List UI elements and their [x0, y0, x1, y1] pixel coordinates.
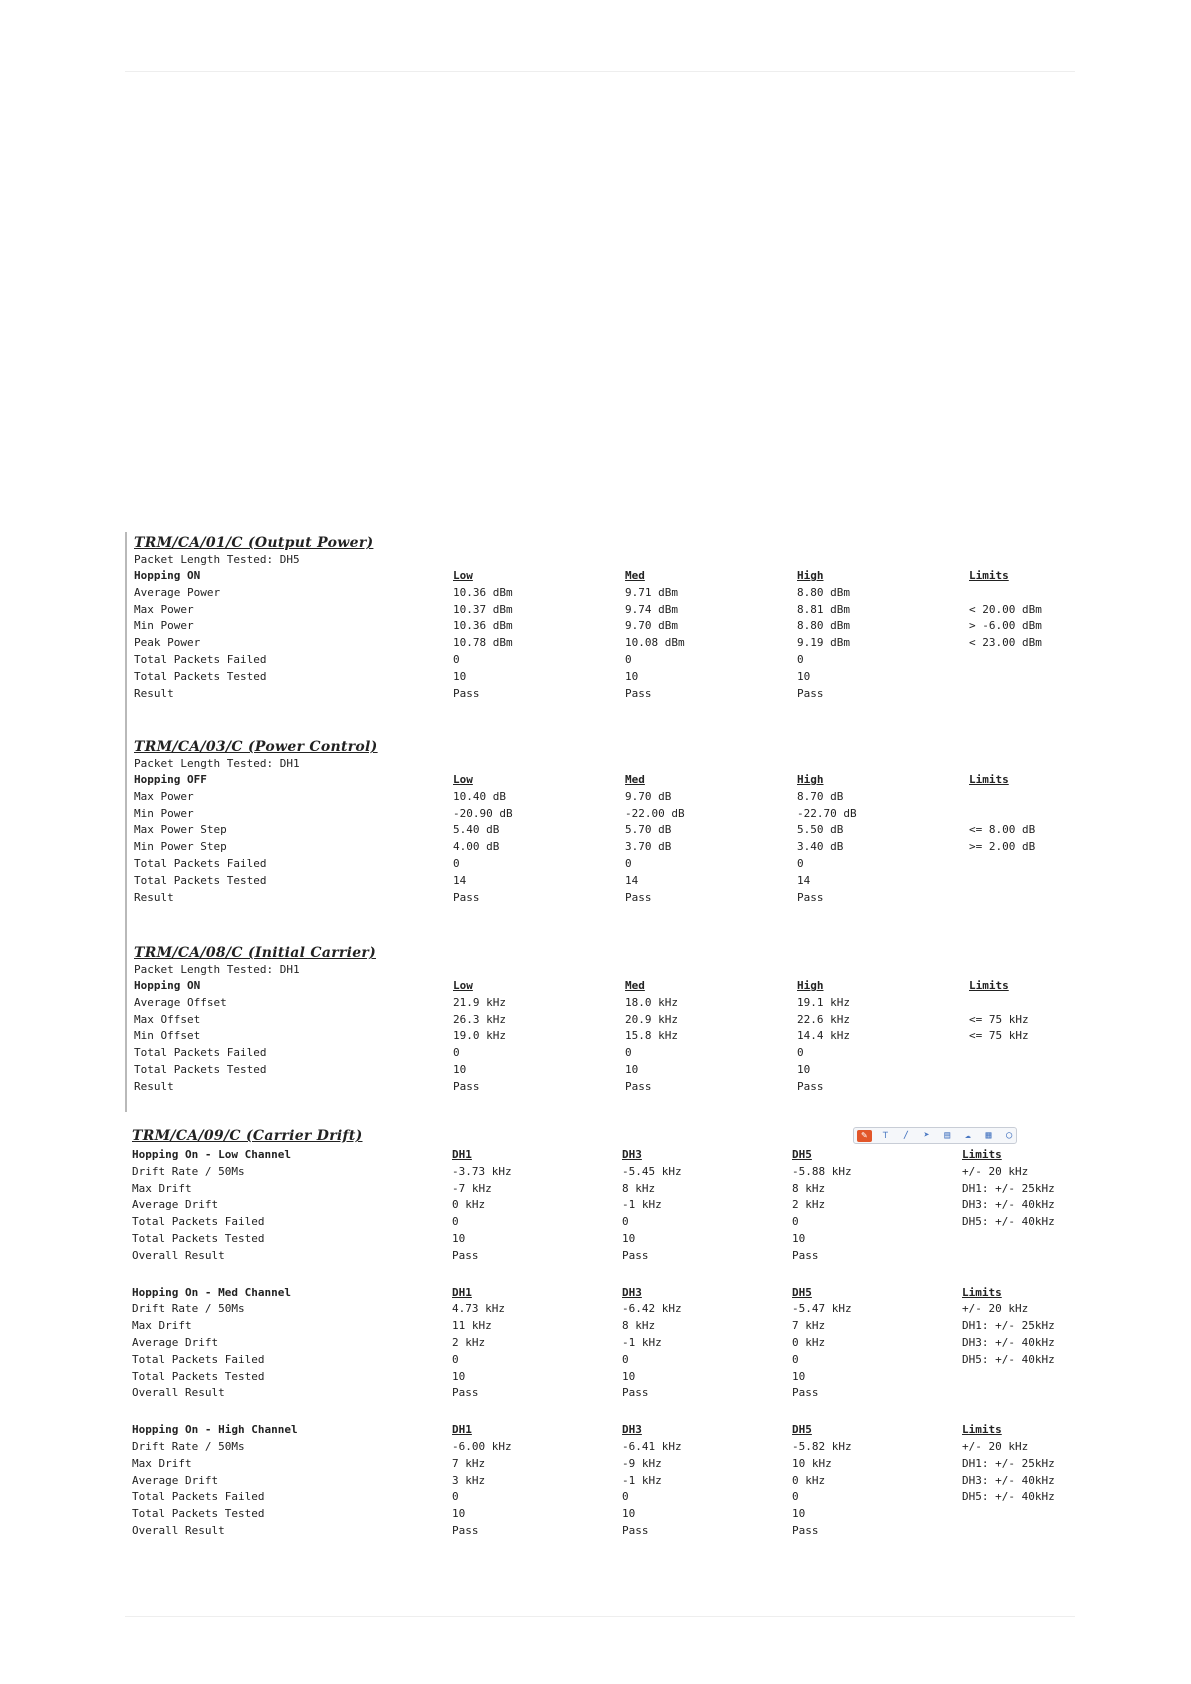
drift-table-med	[132, 1285, 1087, 1403]
table-cell: 4.73 kHz	[452, 1302, 505, 1316]
table-cell: 26.3 kHz	[453, 1012, 506, 1026]
table-cell	[969, 1062, 1089, 1079]
table-cell: 0	[622, 1215, 629, 1229]
row-label: Min Offset	[134, 1029, 201, 1043]
row-label: Max Power	[134, 602, 194, 616]
table-cell: 10	[622, 1507, 636, 1521]
table-cell: 0	[622, 1490, 629, 1504]
table-cell: 0	[452, 1352, 459, 1366]
column-header: Med	[625, 773, 645, 786]
column-header: DH1	[452, 1423, 472, 1437]
table-cell: 5.40 dB	[453, 823, 500, 837]
table-cell: -3.73 kHz	[452, 1164, 512, 1178]
row-label: Total Packets Failed	[132, 1490, 265, 1504]
table-cell	[969, 789, 1089, 806]
row-label: Overall Result	[132, 1523, 225, 1537]
table-cell: +/- 20 kHz	[962, 1439, 1029, 1453]
table-cell: DH1: +/- 25kHz	[962, 1181, 1055, 1195]
table-cell: 9.71 dBm	[625, 585, 678, 599]
table-cell: 8.81 dBm	[797, 602, 850, 616]
table-cell: DH1: +/- 25kHz	[962, 1456, 1055, 1470]
row-label: Total Packets Tested	[134, 669, 267, 683]
table-row	[132, 1214, 1087, 1231]
image-icon[interactable]: ▤	[944, 1130, 951, 1141]
header-label: Hopping ON	[134, 569, 201, 582]
table-cell: 0	[797, 652, 804, 666]
table-cell	[969, 995, 1089, 1012]
column-header: DH5	[792, 1423, 812, 1437]
column-header: DH1	[452, 1285, 472, 1299]
table-cell: 10.40 dB	[453, 789, 506, 803]
section-carrier-drift	[132, 1127, 1092, 1540]
table-row	[134, 652, 1089, 669]
table-row	[132, 1181, 1087, 1198]
bottom-divider	[125, 1616, 1075, 1617]
table-cell: 0	[797, 1046, 804, 1060]
results-table	[134, 772, 1089, 906]
table-cell: 5.70 dB	[625, 823, 672, 837]
row-label: Average Drift	[132, 1335, 219, 1349]
row-label: Drift Rate / 50Ms	[132, 1302, 245, 1316]
table-cell: Pass	[453, 1079, 480, 1093]
table-cell: 0 kHz	[452, 1198, 486, 1212]
table-cell: 10	[797, 1062, 811, 1076]
row-label: Result	[134, 686, 174, 700]
table-cell: -6.41 kHz	[622, 1439, 682, 1453]
table-row	[132, 1197, 1087, 1214]
table-cell	[962, 1506, 1087, 1523]
drift-table-high	[132, 1422, 1087, 1540]
table-cell: 10	[622, 1369, 636, 1383]
table-cell: 18.0 kHz	[625, 995, 678, 1009]
table-cell	[962, 1385, 1087, 1402]
left-margin-bar	[125, 532, 127, 1112]
row-label: Total Packets Failed	[134, 1046, 267, 1060]
table-cell: 9.19 dBm	[797, 636, 850, 650]
table-cell: 10	[452, 1507, 466, 1521]
table-cell: 8 kHz	[622, 1319, 656, 1333]
table-cell: DH3: +/- 40kHz	[962, 1335, 1055, 1349]
section-title: TRM/CA/08/C (Initial Carrier)	[134, 945, 377, 961]
table-cell: > -6.00 dBm	[969, 619, 1042, 633]
table-cell: DH3: +/- 40kHz	[962, 1473, 1055, 1487]
table-cell: 10	[792, 1231, 806, 1245]
row-label: Max Offset	[134, 1012, 201, 1026]
table-cell: 8.80 dBm	[797, 619, 850, 633]
table-cell: -1 kHz	[622, 1473, 662, 1487]
column-header: Limits	[969, 979, 1009, 992]
table-cell: -5.45 kHz	[622, 1164, 682, 1178]
column-header: Limits	[969, 569, 1009, 582]
table-cell: <= 75 kHz	[969, 1029, 1029, 1043]
section-output-power	[134, 534, 1094, 702]
results-table	[134, 978, 1089, 1096]
table-row	[132, 1385, 1087, 1402]
table-cell	[969, 890, 1089, 907]
table-cell: 8 kHz	[792, 1181, 826, 1195]
table-header-row	[132, 1285, 1087, 1302]
table-cell: -20.90 dB	[453, 806, 513, 820]
table-row	[134, 1079, 1089, 1096]
table-cell: 0	[625, 856, 632, 870]
column-header: Limits	[969, 773, 1009, 786]
header-label: Hopping On - Low Channel	[132, 1148, 291, 1161]
row-label: Overall Result	[132, 1248, 225, 1262]
table-cell: Pass	[452, 1386, 479, 1400]
table-cell: 9.70 dBm	[625, 619, 678, 633]
table-cell: 0	[797, 856, 804, 870]
table-row	[134, 806, 1089, 823]
table-cell: 2 kHz	[452, 1335, 486, 1349]
table-cell: 10 kHz	[792, 1456, 832, 1470]
table-cell: Pass	[625, 686, 652, 700]
table-cell: -22.70 dB	[797, 806, 857, 820]
row-label: Average Offset	[134, 995, 227, 1009]
top-divider	[125, 71, 1075, 72]
table-cell: 10	[622, 1231, 636, 1245]
row-label: Average Power	[134, 585, 221, 599]
arrow-icon[interactable]: ➤	[923, 1130, 930, 1141]
table-cell: 5.50 dB	[797, 823, 844, 837]
table-cell	[962, 1231, 1087, 1248]
table-row	[132, 1456, 1087, 1473]
table-cell: +/- 20 kHz	[962, 1164, 1029, 1178]
table-cell: 14	[625, 873, 639, 887]
table-cell: -1 kHz	[622, 1335, 662, 1349]
table-cell: Pass	[792, 1386, 819, 1400]
section-title: TRM/CA/01/C (Output Power)	[134, 535, 374, 551]
table-cell: 0	[453, 652, 460, 666]
table-cell: 7 kHz	[452, 1456, 486, 1470]
table-cell	[962, 1523, 1087, 1540]
table-row	[132, 1164, 1087, 1181]
row-label: Total Packets Failed	[134, 652, 267, 666]
table-cell	[962, 1369, 1087, 1386]
table-cell: Pass	[625, 1079, 652, 1093]
row-label: Max Power	[134, 789, 194, 803]
table-row	[134, 839, 1089, 856]
table-cell: 8.70 dB	[797, 789, 844, 803]
pin-icon[interactable]: ⊤	[882, 1130, 889, 1141]
table-cell: 7 kHz	[792, 1319, 826, 1333]
section-subtitle: Packet Length Tested: DH1	[134, 757, 300, 770]
table-cell: 2 kHz	[792, 1198, 826, 1212]
table-cell: 22.6 kHz	[797, 1012, 850, 1026]
table-row	[134, 1045, 1089, 1062]
table-row	[134, 585, 1089, 602]
table-row	[132, 1335, 1087, 1352]
table-row	[134, 890, 1089, 907]
row-label: Min Power	[134, 619, 194, 633]
table-cell	[969, 652, 1089, 669]
table-cell: <= 75 kHz	[969, 1012, 1029, 1026]
table-row	[134, 822, 1089, 839]
results-table	[134, 568, 1089, 702]
table-cell: 0	[792, 1490, 799, 1504]
table-cell: 10	[792, 1507, 806, 1521]
table-cell: DH5: +/- 40kHz	[962, 1215, 1055, 1229]
row-label: Total Packets Failed	[134, 856, 267, 870]
table-cell: < 20.00 dBm	[969, 602, 1042, 616]
table-cell: 15.8 kHz	[625, 1029, 678, 1043]
table-cell: 0 kHz	[792, 1335, 826, 1349]
column-header: DH3	[622, 1285, 642, 1299]
table-row	[132, 1318, 1087, 1335]
column-header: DH3	[622, 1148, 642, 1161]
table-cell: 19.0 kHz	[453, 1029, 506, 1043]
table-cell: Pass	[797, 1079, 824, 1093]
row-label: Total Packets Failed	[132, 1352, 265, 1366]
table-header-row	[134, 568, 1089, 585]
table-cell: 8 kHz	[622, 1181, 656, 1195]
table-cell: 14.4 kHz	[797, 1029, 850, 1043]
row-label: Max Drift	[132, 1181, 192, 1195]
row-label: Total Packets Tested	[132, 1369, 265, 1383]
column-header: Low	[453, 979, 473, 992]
table-row	[134, 856, 1089, 873]
row-label: Total Packets Tested	[134, 873, 267, 887]
table-row	[134, 873, 1089, 890]
table-cell: Pass	[452, 1248, 479, 1262]
table-cell: 10	[453, 1062, 467, 1076]
table-cell	[969, 585, 1089, 602]
table-row	[132, 1473, 1087, 1490]
column-header: DH5	[792, 1285, 812, 1299]
table-cell: -5.82 kHz	[792, 1439, 852, 1453]
table-row	[132, 1352, 1087, 1369]
table-cell: 10.37 dBm	[453, 602, 513, 616]
table-cell: 10	[797, 669, 811, 683]
section-subtitle: Packet Length Tested: DH5	[134, 553, 300, 566]
table-row	[132, 1439, 1087, 1456]
row-label: Total Packets Tested	[132, 1231, 265, 1245]
table-row	[134, 602, 1089, 619]
table-cell: -6.00 kHz	[452, 1439, 512, 1453]
table-cell: -9 kHz	[622, 1456, 662, 1470]
table-cell: 21.9 kHz	[453, 995, 506, 1009]
column-header: Limits	[962, 1423, 1002, 1437]
table-cell	[969, 1045, 1089, 1062]
table-cell: Pass	[625, 890, 652, 904]
table-cell: 19.1 kHz	[797, 995, 850, 1009]
table-cell: -5.88 kHz	[792, 1164, 852, 1178]
table-cell: -5.47 kHz	[792, 1302, 852, 1316]
table-header-row	[132, 1147, 1087, 1164]
row-label: Min Power Step	[134, 840, 227, 854]
table-cell: Pass	[452, 1523, 479, 1537]
row-label: Max Drift	[132, 1319, 192, 1333]
table-row	[134, 1028, 1089, 1045]
row-label: Total Packets Tested	[132, 1507, 265, 1521]
table-cell: DH5: +/- 40kHz	[962, 1490, 1055, 1504]
header-label: Hopping ON	[134, 979, 201, 992]
row-label: Max Drift	[132, 1456, 192, 1470]
table-row	[134, 789, 1089, 806]
table-cell: DH1: +/- 25kHz	[962, 1319, 1055, 1333]
table-cell: +/- 20 kHz	[962, 1302, 1029, 1316]
table-cell: Pass	[797, 686, 824, 700]
row-label: Peak Power	[134, 636, 201, 650]
table-cell: Pass	[622, 1523, 649, 1537]
table-cell: 14	[797, 873, 811, 887]
table-row	[132, 1369, 1087, 1386]
brush-icon[interactable]: ∕	[903, 1130, 910, 1141]
column-header: Med	[625, 979, 645, 992]
table-row	[132, 1231, 1087, 1248]
table-header-row	[132, 1422, 1087, 1439]
table-cell: 0	[452, 1215, 459, 1229]
table-header-row	[134, 772, 1089, 789]
table-cell: < 23.00 dBm	[969, 636, 1042, 650]
table-cell	[969, 686, 1089, 703]
table-row	[132, 1301, 1087, 1318]
header-label: Hopping OFF	[134, 773, 207, 786]
column-header: Low	[453, 773, 473, 786]
table-cell: 10.36 dBm	[453, 585, 513, 599]
row-label: Result	[134, 1079, 174, 1093]
table-row	[134, 1062, 1089, 1079]
table-row	[134, 618, 1089, 635]
section-title: TRM/CA/09/C (Carrier Drift)	[132, 1128, 363, 1144]
pen-icon[interactable]: ✎	[857, 1130, 872, 1142]
table-cell	[969, 873, 1089, 890]
table-row	[132, 1248, 1087, 1265]
table-cell: Pass	[622, 1386, 649, 1400]
table-cell: 0 kHz	[792, 1473, 826, 1487]
column-header: DH1	[452, 1148, 472, 1161]
shield-icon[interactable]: ◯	[1006, 1130, 1013, 1141]
row-label: Result	[134, 890, 174, 904]
table-cell: 10	[453, 669, 467, 683]
table-row	[134, 995, 1089, 1012]
table-cell: 10.08 dBm	[625, 636, 685, 650]
row-label: Total Packets Tested	[134, 1062, 267, 1076]
row-label: Average Drift	[132, 1473, 219, 1487]
column-header: DH3	[622, 1423, 642, 1437]
table-cell: 0	[453, 856, 460, 870]
table-cell: 0	[792, 1352, 799, 1366]
header-label: Hopping On - Med Channel	[132, 1285, 291, 1299]
row-label: Overall Result	[132, 1386, 225, 1400]
table-cell: -1 kHz	[622, 1198, 662, 1212]
table-cell: 0	[625, 1046, 632, 1060]
table-cell: >= 2.00 dB	[969, 840, 1036, 854]
table-cell: Pass	[792, 1248, 819, 1262]
table-row	[132, 1523, 1087, 1540]
table-cell: 0	[452, 1490, 459, 1504]
column-header: Limits	[962, 1285, 1002, 1299]
table-cell: 11 kHz	[452, 1319, 492, 1333]
table-cell: 10	[452, 1231, 466, 1245]
column-header: Med	[625, 569, 645, 582]
table-cell: Pass	[453, 686, 480, 700]
table-cell: 3 kHz	[452, 1473, 486, 1487]
row-label: Max Power Step	[134, 823, 227, 837]
row-label: Drift Rate / 50Ms	[132, 1164, 245, 1178]
table-cell: -7 kHz	[452, 1181, 492, 1195]
table-cell: DH5: +/- 40kHz	[962, 1352, 1055, 1366]
table-cell	[962, 1248, 1087, 1265]
table-cell: 10.78 dBm	[453, 636, 513, 650]
table-cell: 0	[453, 1046, 460, 1060]
column-header: High	[797, 773, 824, 786]
table-cell	[969, 669, 1089, 686]
table-cell: 3.70 dB	[625, 840, 672, 854]
table-cell	[969, 1079, 1089, 1096]
table-row	[132, 1506, 1087, 1523]
header-label: Hopping On - High Channel	[132, 1423, 298, 1437]
table-cell: 9.70 dB	[625, 789, 672, 803]
table-cell	[969, 856, 1089, 873]
column-header: High	[797, 979, 824, 992]
column-header: Low	[453, 569, 473, 582]
table-row	[134, 1012, 1089, 1029]
table-cell: Pass	[797, 890, 824, 904]
drift-table-low	[132, 1147, 1087, 1265]
cloud-icon[interactable]: ☁	[964, 1130, 971, 1141]
table-cell: -22.00 dB	[625, 806, 685, 820]
table-cell: 10	[792, 1369, 806, 1383]
table-cell: <= 8.00 dB	[969, 823, 1036, 837]
section-title: TRM/CA/03/C (Power Control)	[134, 739, 378, 755]
table-row	[134, 669, 1089, 686]
table-cell: 8.80 dBm	[797, 585, 850, 599]
table-cell: 10.36 dBm	[453, 619, 513, 633]
table-cell: 10	[452, 1369, 466, 1383]
table-cell: 20.9 kHz	[625, 1012, 678, 1026]
table-row	[134, 686, 1089, 703]
table-cell: 4.00 dB	[453, 840, 500, 854]
table-cell: Pass	[453, 890, 480, 904]
table-cell: 3.40 dB	[797, 840, 844, 854]
table-cell: 10	[625, 669, 639, 683]
table-row	[132, 1489, 1087, 1506]
row-label: Drift Rate / 50Ms	[132, 1439, 245, 1453]
row-label: Average Drift	[132, 1198, 219, 1212]
row-label: Total Packets Failed	[132, 1215, 265, 1229]
section-initial-carrier	[134, 944, 1094, 1096]
table-cell: 0	[622, 1352, 629, 1366]
column-header: High	[797, 569, 824, 582]
table-cell: 10	[625, 1062, 639, 1076]
grid-icon[interactable]: ▦	[985, 1130, 992, 1141]
table-cell	[969, 806, 1089, 823]
table-cell: 14	[453, 873, 467, 887]
table-cell: Pass	[622, 1248, 649, 1262]
table-row	[134, 635, 1089, 652]
table-cell: 0	[792, 1215, 799, 1229]
table-cell: Pass	[792, 1523, 819, 1537]
table-cell: 0	[625, 652, 632, 666]
table-header-row	[134, 978, 1089, 995]
section-subtitle: Packet Length Tested: DH1	[134, 963, 300, 976]
table-cell: DH3: +/- 40kHz	[962, 1198, 1055, 1212]
row-label: Min Power	[134, 806, 194, 820]
section-power-control	[134, 738, 1094, 906]
table-cell: -6.42 kHz	[622, 1302, 682, 1316]
column-header: DH5	[792, 1148, 812, 1161]
table-cell: 9.74 dBm	[625, 602, 678, 616]
column-header: Limits	[962, 1148, 1002, 1161]
